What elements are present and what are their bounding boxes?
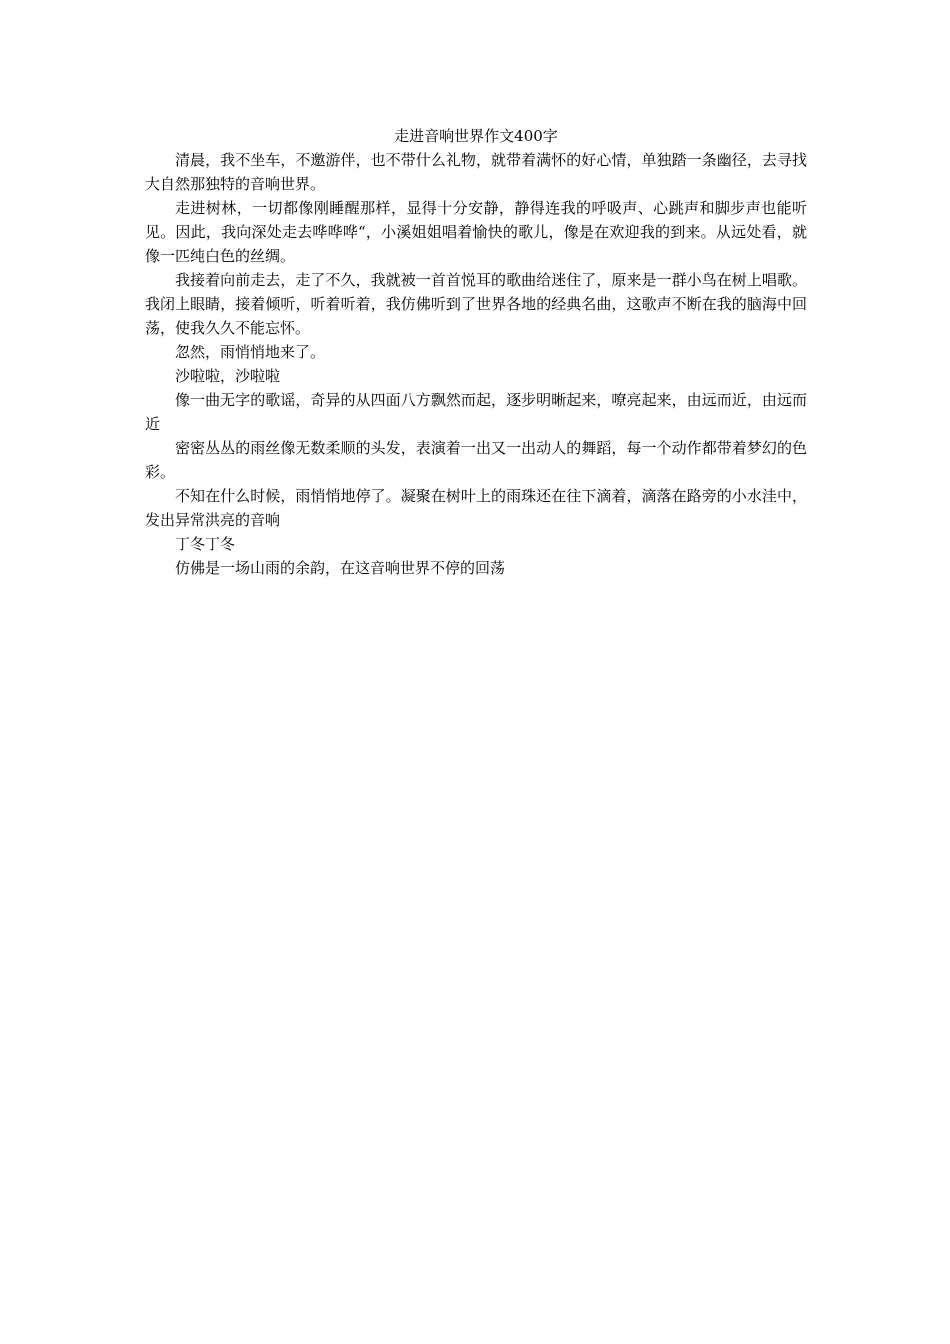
paragraph: 像一曲无字的歌谣，奇异的从四面八方飘然而起，逐步明晰起来，嘹亮起来，由远而近，由远而近 [145, 391, 807, 433]
paragraph: 清晨，我不坐车，不邀游伴，也不带什么礼物，就带着满怀的好心情，单独踏一条幽径，去寻找大自然那独特的音响世界。 [145, 151, 807, 193]
paragraph: 走进树林，一切都像刚睡醒那样，显得十分安静，静得连我的呼吸声、心跳声和脚步声也能听见。因此，我向深处走去哗哗哗“，小溪姐姐唱着愉快的歌儿，像是在欢迎我的到来。从远处看，就像一匹纯白色的丝绸。 [145, 199, 807, 265]
paragraph: 忽然，雨悄悄地来了。 [175, 343, 326, 361]
paragraph: 丁冬丁冬 [175, 535, 236, 553]
paragraph: 密密丛丛的雨丝像无数柔顺的头发，表演着一出又一出动人的舞蹈，每一个动作都带着梦幻的色彩。 [145, 439, 807, 481]
paragraph: 仿佛是一场山雨的余韵，在这音响世界不停的回荡 [175, 559, 506, 577]
document-body [145, 124, 807, 580]
paragraph: 不知在什么时候，雨悄悄地停了。凝聚在树叶上的雨珠还在往下滴着，滴落在路旁的小水洼中，发出异常洪亮的音响 [145, 487, 807, 529]
paragraph: 我接着向前走去，走了不久，我就被一首首悦耳的歌曲给迷住了，原来是一群小鸟在树上唱歌。我闭上眼睛，接着倾听，听着听着，我仿佛听到了世界各地的经典名曲，这歌声不断在我的脑海中回荡，使我久久不能忘怀。 [145, 271, 807, 337]
paragraph: 沙啦啦，沙啦啦 [175, 367, 281, 385]
document-title: 走进音响世界作文400字 [394, 127, 558, 145]
